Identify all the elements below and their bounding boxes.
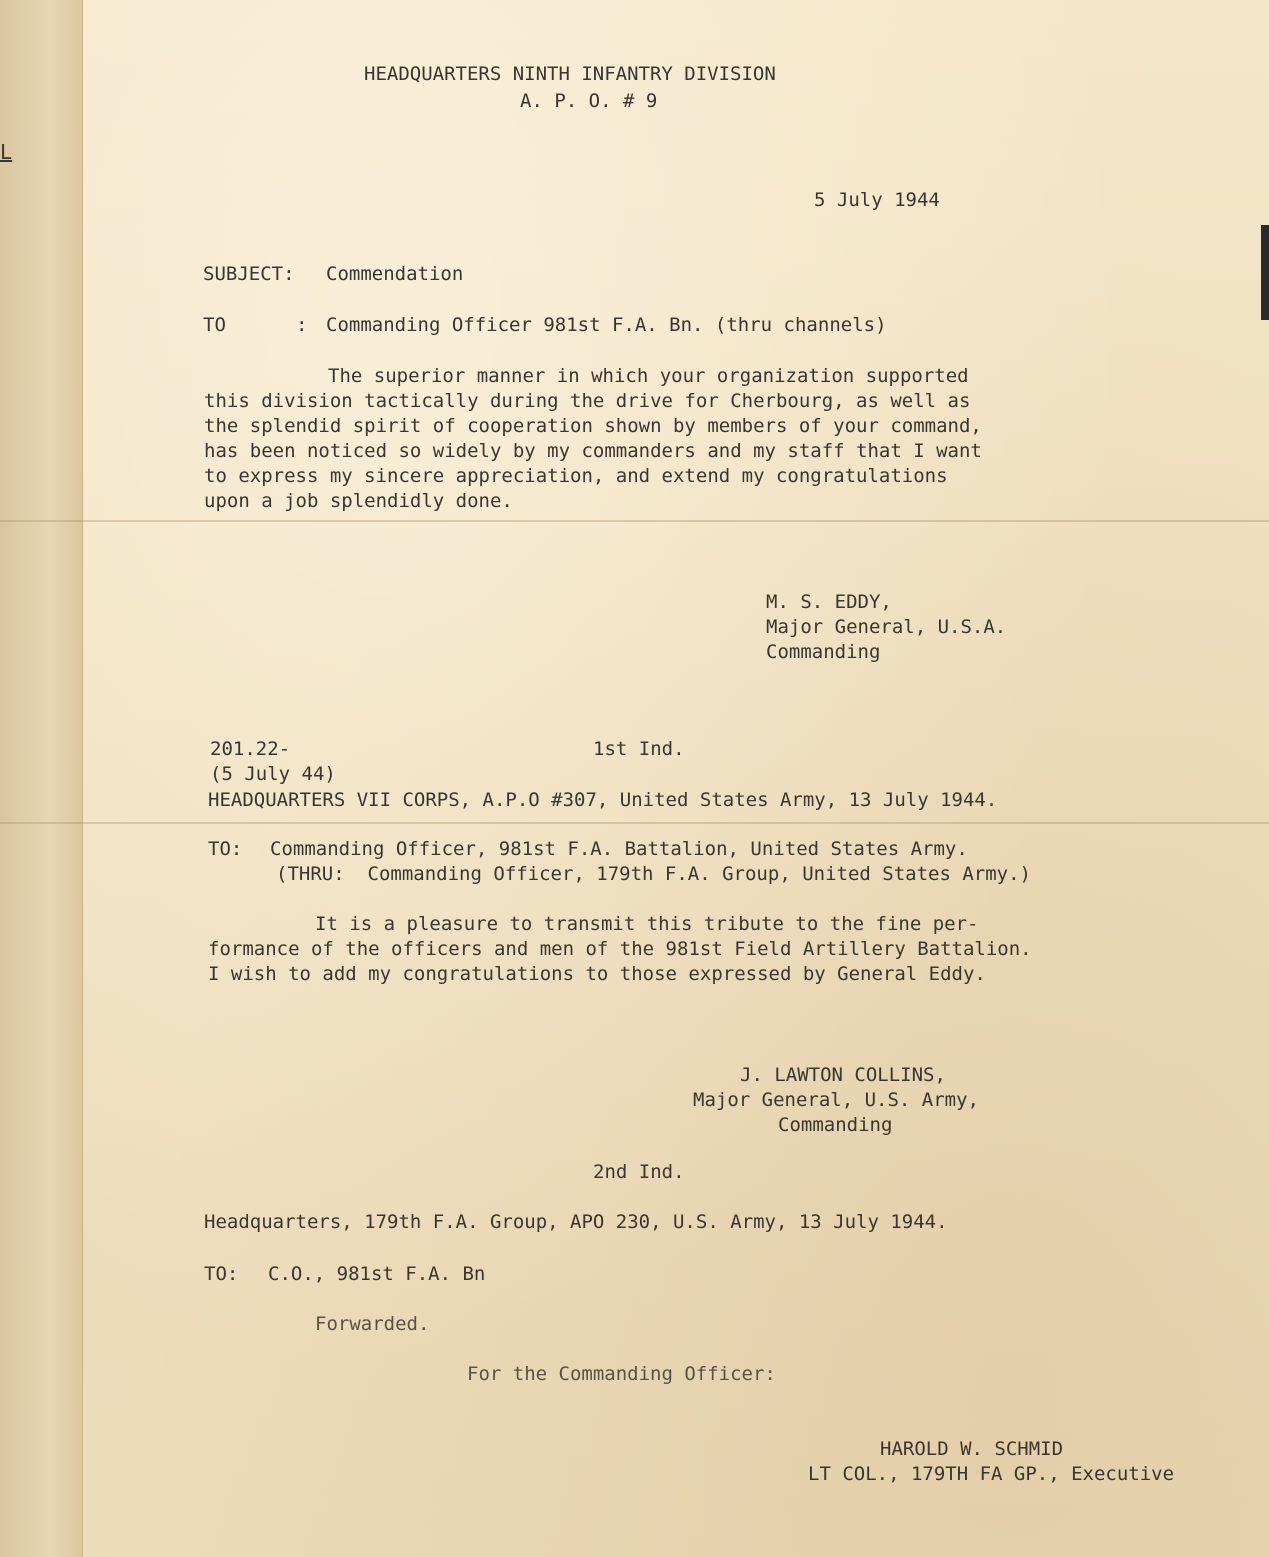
binder-clip [1261,225,1269,320]
letter-date: 5 July 1944 [814,189,940,211]
ind-body-line: It is a pleasure to transmit this tribute to the fine per- [315,913,979,935]
underlying-page-edge [0,0,83,1557]
signer-name: HAROLD W. SCHMID [880,1438,1064,1460]
to-value: Commanding Officer 981st F.A. Bn. (thru channels) [326,314,887,336]
signer-title: Commanding [778,1114,893,1136]
second-ind-to-label: TO: [204,1263,239,1285]
first-ind-title: 1st Ind. [593,738,685,760]
first-ind-to: Commanding Officer, 981st F.A. Battalion, United States Army. [270,838,968,860]
signer-name: M. S. EDDY, [766,591,892,613]
signer-rank: Major General, U.S. Army, [693,1089,979,1111]
to-label: TO [203,314,226,336]
first-ind-hq: HEADQUARTERS VII CORPS, A.P.O #307, United States Army, 13 July 1944. [208,789,998,811]
for-commanding-officer: For the Commanding Officer: [467,1363,776,1385]
body-line: the splendid spirit of cooperation shown by members of your command, [204,415,982,437]
body-line: has been noticed so widely by my commanders and my staff that I want [204,440,982,462]
letterhead-apo: A. P. O. # 9 [520,90,658,112]
letterhead-title: HEADQUARTERS NINTH INFANTRY DIVISION [364,63,776,85]
signer-title: Commanding [766,641,881,663]
body-line: this division tactically during the drive for Cherbourg, as well as [204,390,971,412]
signer-rank: Major General, U.S.A. [766,616,1007,638]
paper-fold [0,520,1269,522]
first-ind-thru: (THRU: Commanding Officer, 179th F.A. Group, United States Army.) [276,863,1031,885]
subject-label: SUBJECT: [203,263,295,285]
body-line: upon a job splendidly done. [204,490,513,512]
margin-mark: L [0,140,13,164]
first-ind-to-label: TO: [208,838,243,860]
subject-value: Commendation [326,263,464,285]
second-ind-hq: Headquarters, 179th F.A. Group, APO 230, U.S. Army, 13 July 1944. [204,1211,948,1233]
ind-body-line: formance of the officers and men of the 981st Field Artillery Battalion. [208,938,1032,960]
forwarded-action: Forwarded. [315,1313,430,1335]
file-number: 201.22- [210,738,291,760]
body-line: The superior manner in which your organization supported [328,365,969,387]
ref-date: (5 July 44) [210,763,336,785]
second-ind-to: C.O., 981st F.A. Bn [268,1263,486,1285]
ind-body-line: I wish to add my congratulations to those expressed by General Eddy. [208,963,986,985]
signer-rank: LT COL., 179TH FA GP., Executive [808,1463,1175,1485]
paper-fold [0,822,1269,824]
second-ind-title: 2nd Ind. [593,1161,685,1183]
signer-name: J. LAWTON COLLINS, [740,1064,946,1086]
to-separator: : [296,314,308,336]
body-line: to express my sincere appreciation, and extend my congratulations [204,465,948,487]
